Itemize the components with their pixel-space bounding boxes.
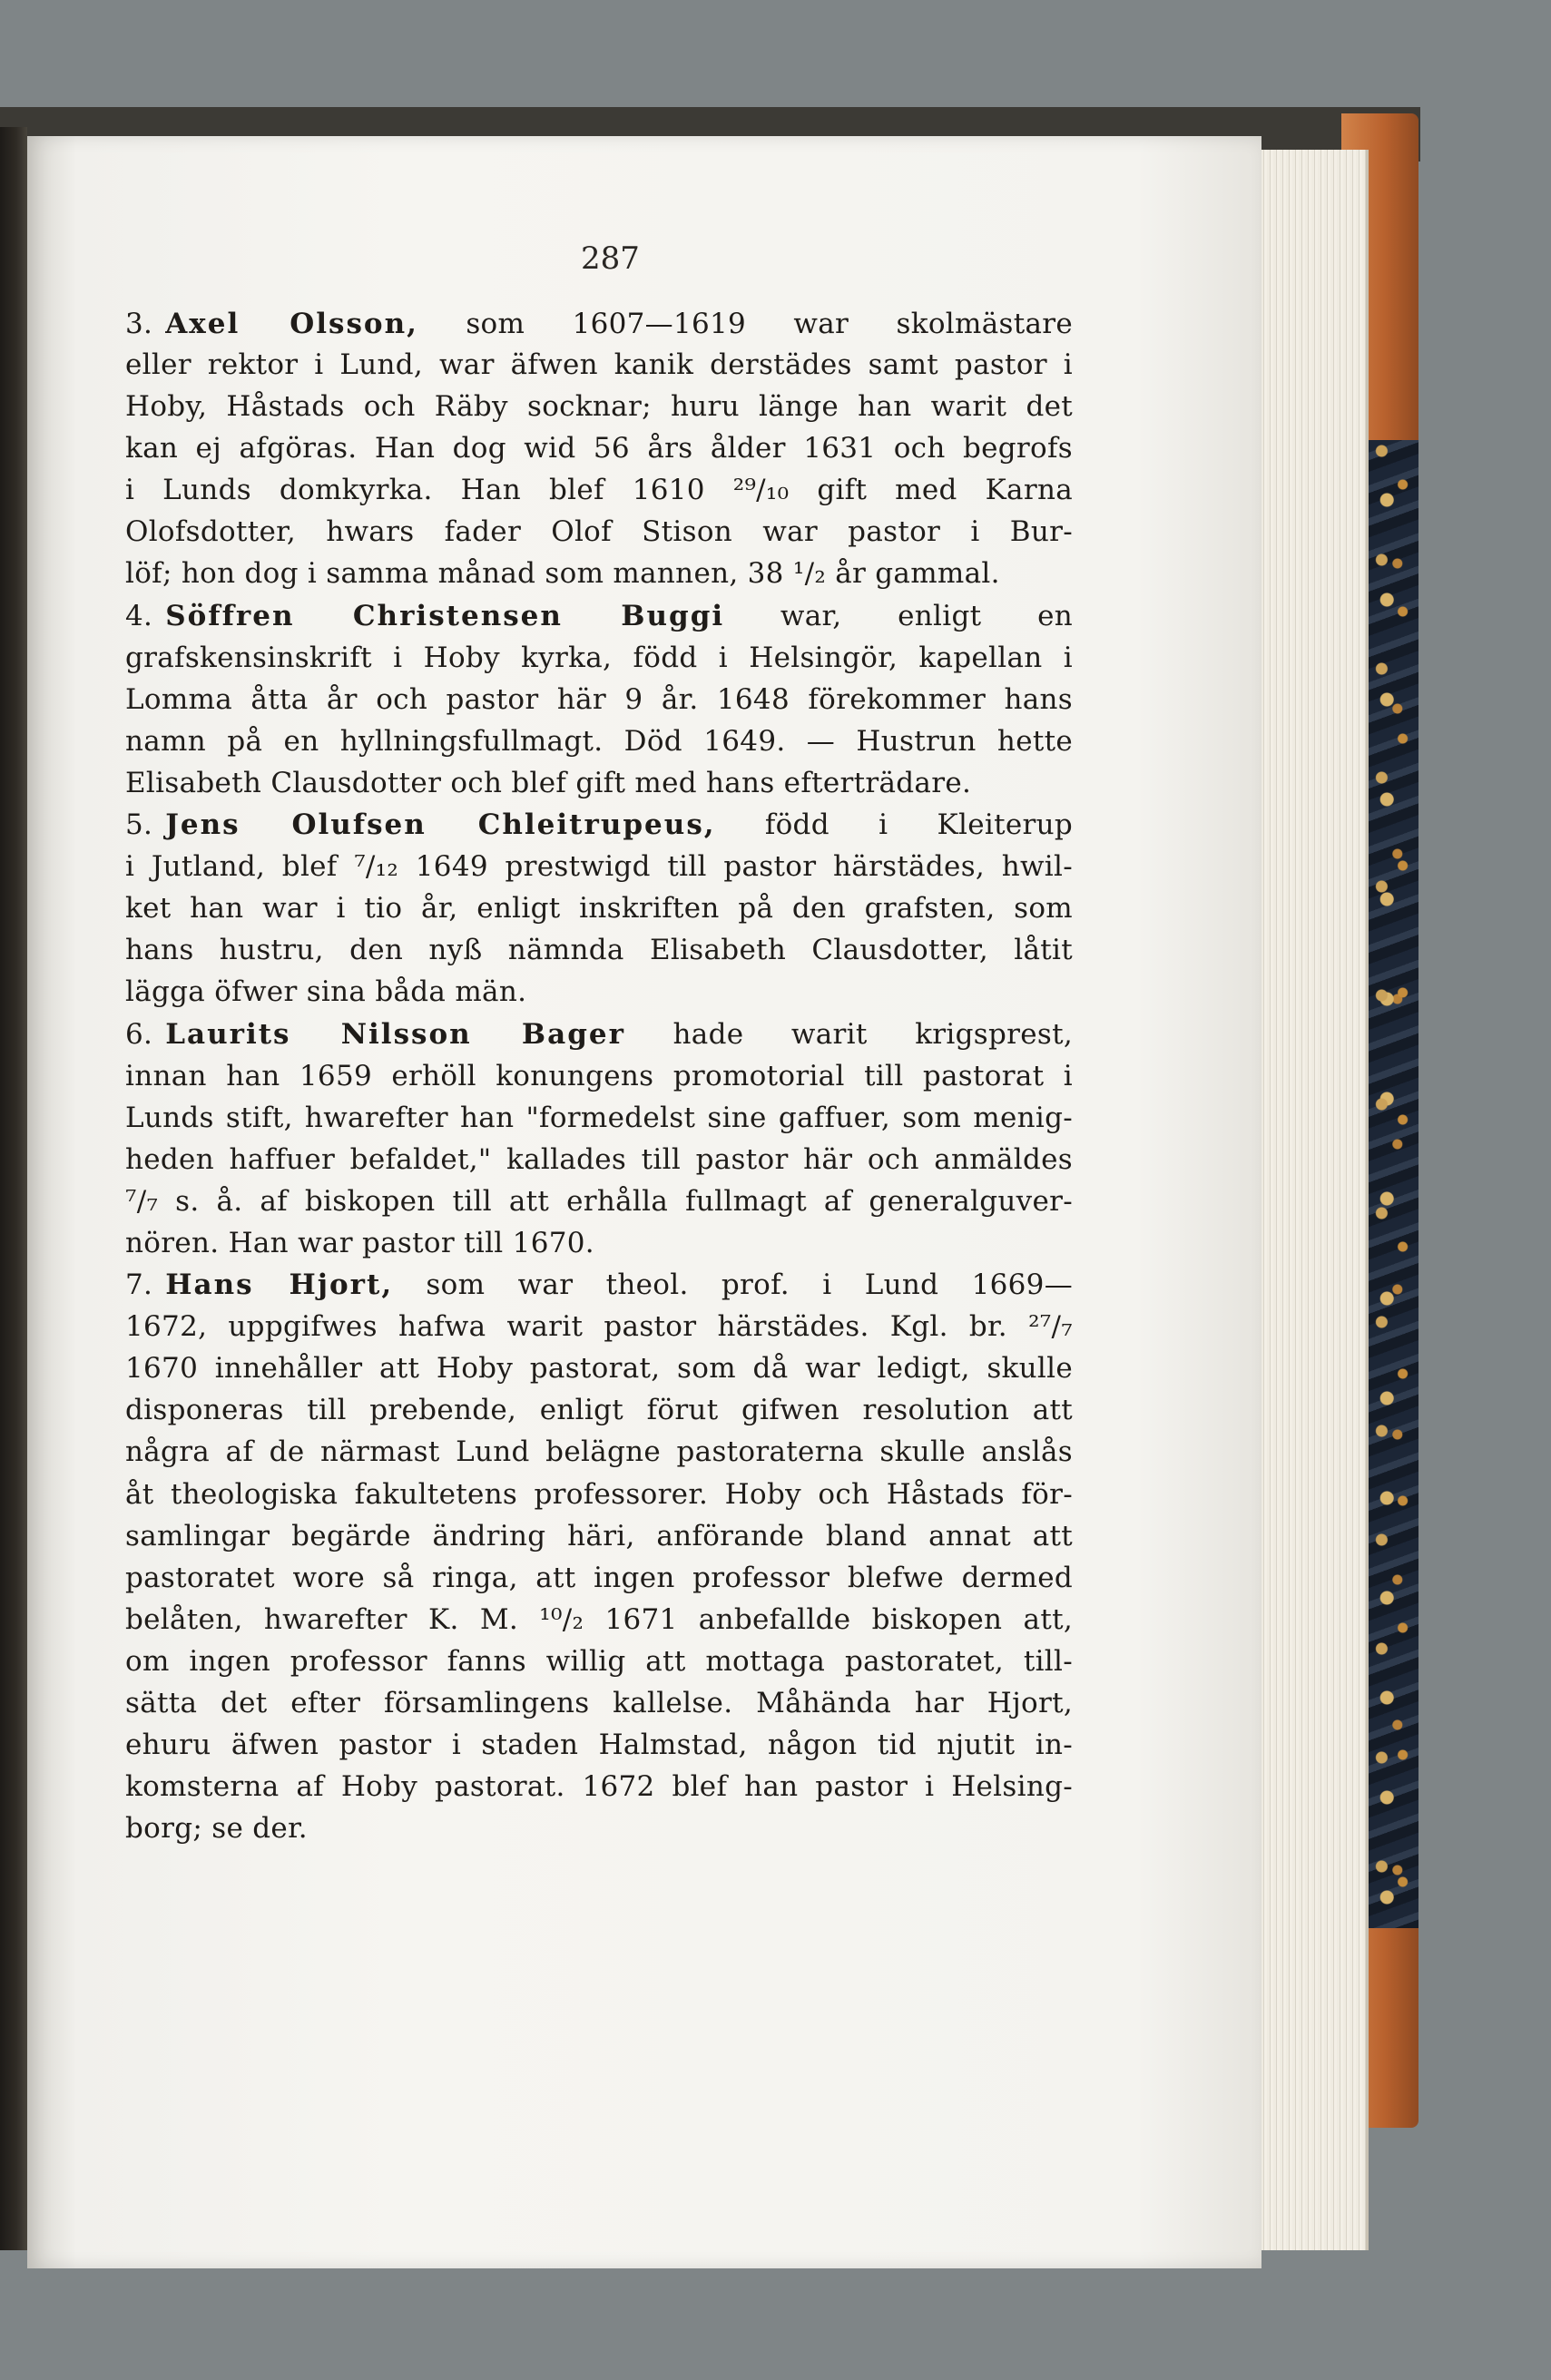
text-line (125, 1724, 1073, 1766)
text-line (125, 1641, 1073, 1682)
line-text: som war theol. prof. i Lund 1669— (426, 1268, 1073, 1302)
text-line (125, 427, 1073, 469)
entry-number: 5. (125, 808, 153, 842)
line-text: eller rektor i Lund, war äfwen kanik derstädes samt pastor i (125, 348, 1073, 381)
text-line (125, 1097, 1073, 1139)
line-text: om ingen professor fanns willig att mottaga pastoratet, till- (125, 1644, 1073, 1678)
text-line (125, 887, 1073, 929)
line-text: i Lunds domkyrka. Han blef 1610 ²⁹/₁₀ gift med Karna (125, 474, 1073, 507)
line-text: namn på en hyllningsfullmagt. Död 1649. — Hustrun hette (125, 724, 1073, 758)
text-line (125, 1139, 1073, 1180)
line-text: 1670 innehåller att Hoby pastorat, som då war ledigt, skulle (125, 1352, 1073, 1386)
line-text: som 1607—1619 war skolmästare (466, 308, 1074, 340)
person-name: Axel Olsson, (165, 308, 418, 340)
text-line (125, 1599, 1073, 1641)
text-line (125, 971, 1073, 1013)
text-line (125, 1682, 1073, 1724)
line-text: innan han 1659 erhöll konungens promotorial till pastorat i (125, 1059, 1073, 1092)
text-line (125, 1807, 1073, 1849)
line-text: född i Kleiterup (764, 808, 1074, 842)
line-text: 1672, uppgifwes hafwa warit pastor härstädes. Kgl. br. ²⁷/₇ (125, 1310, 1073, 1344)
page-edges (1248, 150, 1369, 2250)
text-line (125, 1557, 1073, 1599)
entry-heading-line (125, 595, 1073, 637)
line-text: Lomma åtta år och pastor här 9 år. 1648 förekommer hans (125, 682, 1073, 716)
entry-number: 3. (125, 308, 153, 340)
line-text: ehuru äfwen pastor i staden Halmstad, någon tid njutit in- (125, 1729, 1073, 1762)
line-text: Olofsdotter, hwars fader Olof Stison war pastor i Bur- (125, 515, 1073, 549)
person-name: Hans Hjort, (165, 1268, 394, 1302)
book-spine-left (0, 127, 27, 2250)
line-text: Elisabeth Clausdotter och blef gift med hans efterträdare. (125, 766, 972, 799)
text-line (125, 344, 1073, 386)
line-text: hans hustru, den nyß nämnda Elisabeth Clausdotter, låtit (125, 934, 1073, 967)
line-text: hade warit krigsprest, (672, 1017, 1073, 1051)
book-page (27, 136, 1261, 2268)
marbled-endpaper (1366, 440, 1418, 1928)
text-line (125, 1474, 1073, 1515)
line-text: nören. Han war pastor till 1670. (125, 1226, 594, 1259)
line-text: ⁷/₇ s. å. af biskopen till att erhålla fullmagt af generalguver- (125, 1184, 1073, 1218)
line-text: ket han war i tio år, enligt inskriften på den grafsten, som (125, 892, 1073, 926)
line-text: Lunds stift, hwarefter han "formedelst sine gaffuer, som menig- (125, 1101, 1073, 1134)
text-line (125, 1055, 1073, 1097)
person-name: Laurits Nilsson Bager (165, 1017, 625, 1051)
text-line (125, 1222, 1073, 1264)
text-line (125, 929, 1073, 971)
entry-heading-line (125, 1264, 1073, 1306)
line-text: några af de närmast Lund belägne pastoraterna skulle anslås (125, 1435, 1073, 1469)
text-line (125, 1180, 1073, 1222)
person-name: Jens Olufsen Chleitrupeus, (165, 808, 716, 842)
text-line (125, 1306, 1073, 1347)
text-line (125, 469, 1073, 511)
line-text: disponeras till prebende, enligt förut gifwen resolution att (125, 1394, 1073, 1427)
line-text: komsterna af Hoby pastorat. 1672 blef han pastor i Helsing- (125, 1770, 1073, 1804)
text-line (125, 637, 1073, 679)
line-text: belåten, hwarefter K. M. ¹⁰/₂ 1671 anbefallde biskopen att, (125, 1602, 1073, 1636)
page-number: 287 (581, 240, 640, 277)
text-line (125, 1515, 1073, 1557)
line-text: grafskensinskrift i Hoby kyrka, född i Helsingör, kapellan i (125, 641, 1073, 674)
line-text: Hoby, Håstads och Räby socknar; huru länge han warit det (125, 390, 1073, 424)
line-text: war, enligt en (780, 599, 1074, 632)
text-line (125, 1347, 1073, 1389)
text-line (125, 386, 1073, 427)
entry-heading-line (125, 304, 1073, 344)
line-text: kan ej afgöras. Han dog wid 56 års ålder 1631 och begrofs (125, 432, 1073, 465)
entry-heading-line (125, 804, 1073, 846)
line-text: pastoratet wore så ringa, att ingen professor blefwe dermed (125, 1561, 1073, 1594)
text-line (125, 1766, 1073, 1807)
text-line (125, 720, 1073, 762)
text-line (125, 1389, 1073, 1431)
line-text: heden haffuer befaldet," kallades till pastor här och anmäldes (125, 1142, 1073, 1176)
text-body (125, 304, 1073, 1849)
entry-heading-line (125, 1014, 1073, 1055)
text-line (125, 679, 1073, 720)
text-line (125, 553, 1073, 594)
entry-number: 4. (125, 599, 153, 632)
text-line (125, 511, 1073, 553)
text-line (125, 1431, 1073, 1473)
line-text: sätta det efter församlingens kallelse. Måhända har Hjort, (125, 1687, 1073, 1719)
line-text: samlingar begärde ändring häri, anförande bland annat att (125, 1519, 1073, 1552)
line-text: åt theologiska fakultetens professorer. Hoby och Håstads för- (125, 1477, 1073, 1511)
entry-number: 7. (125, 1268, 153, 1302)
text-line (125, 846, 1073, 887)
line-text: i Jutland, blef ⁷/₁₂ 1649 prestwigd till pastor härstädes, hwil- (125, 850, 1073, 884)
text-line (125, 762, 1073, 804)
person-name: Söffren Christensen Buggi (165, 599, 725, 632)
line-text: löf; hon dog i samma månad som mannen, 38 ¹/₂ år gammal. (125, 557, 1000, 591)
entry-number: 6. (125, 1017, 153, 1051)
line-text: lägga öfwer sina båda män. (125, 975, 527, 1009)
line-text: borg; se der. (125, 1812, 308, 1846)
